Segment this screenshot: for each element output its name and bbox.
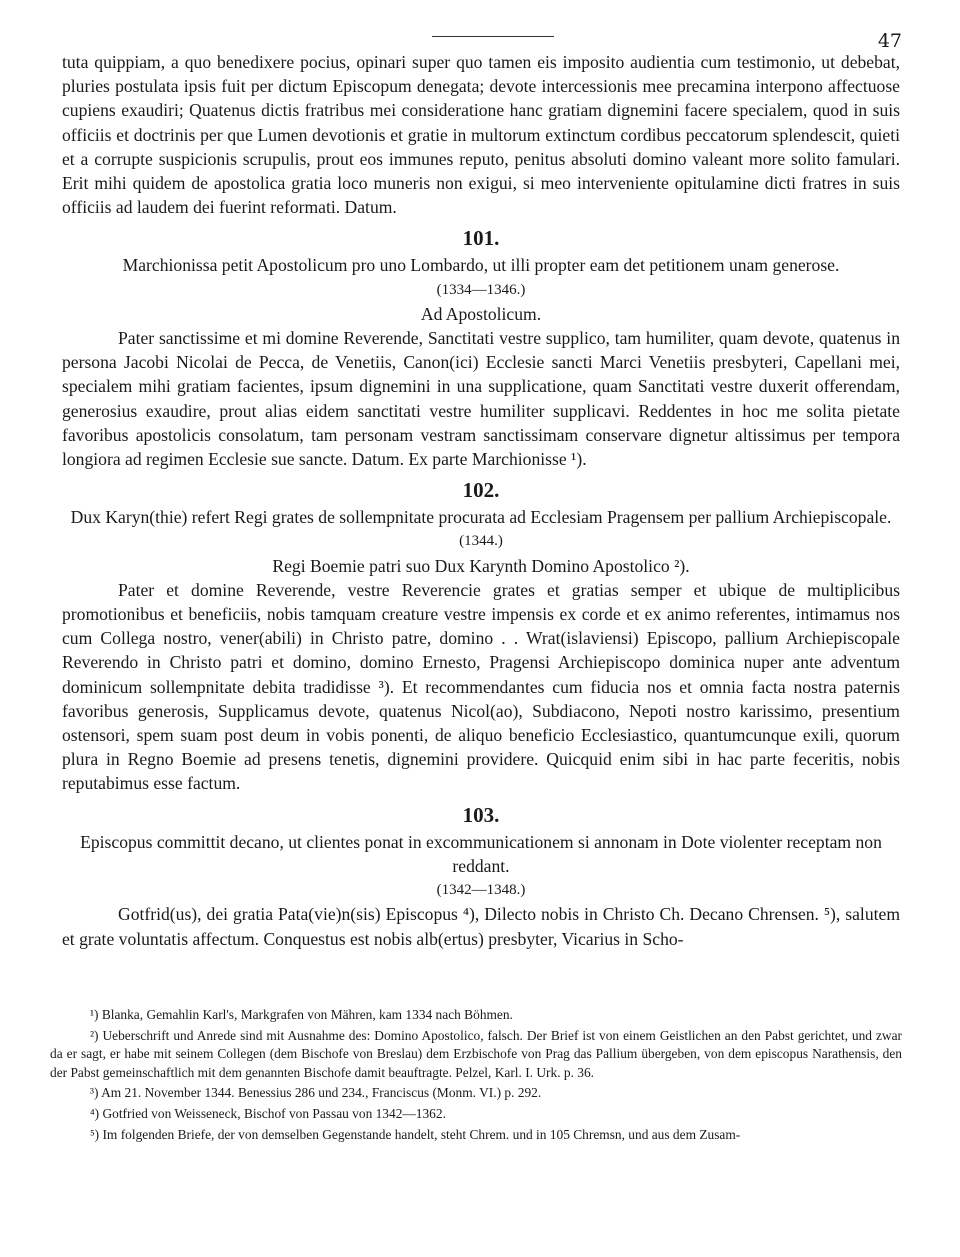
continuation-paragraph: tuta quippiam, a quo benedixere pocius, opinari super quo tamen eis imposito audientia cum testimonio, ut debebat, pluries postulata ipsis fuit per dictum Episcopum denegata; devote intercessionis mee precamina interpono affectuose cupiens exaudiri; Quatenus dictis fratribus mei consideratione hanc gratiam dignemini facere specialem, quod in suis officiis et doctrinis per que Lumen devotionis et gratie in multorum extinctum cordibus peccatorum splendescit, quieti et a corrupte suspicionis scrupulis, prout eos immunes reputo, penitus absoluti domino valeant more solito famulari. Erit mihi quidem de apostolica gratia loco muneris non exigui, si meo interveniente opitulamine dicti fratres in suis officiis ad laudem dei fuerint reformati. Datum. <box>62 52 900 218</box>
document-date: (1334—1346.) <box>436 281 526 298</box>
document-summary: Dux Karyn(thie) refert Regi grates de sollempnitate procurata ad Ecclesiam Pragensem per pallium Archiepiscopale. <box>70 507 892 528</box>
document-number: 102. <box>462 478 500 503</box>
footnote-1: ¹) Blanka, Gemahlin Karl's, Markgrafen von Mähren, kam 1334 nach Böhmen. <box>90 1007 513 1022</box>
document-101 <box>62 223 900 471</box>
document-102 <box>62 475 900 795</box>
document-date: (1344.) <box>459 533 503 550</box>
document-address: Ad Apostolicum. <box>420 303 542 324</box>
document-date: (1342—1348.) <box>436 882 526 899</box>
document-paragraph: Pater et domine Reverende, vestre Reverencie grates et gratias semper et ubique de multiplicibus promotionibus et beneficiis, nobis tamquam creature vestre impensis ex corde et ex animo referentes, intimamus nos cum Collega nostro, vener(abili) in Christo patre, domino . . Wrat(islaviensi) Episcopo, pallium Archiepiscopale Reverendo in Christo patri et domino, domino Ernesto, Pragensi Archiepiscopo dominica nuper ante adventum dominicum sollempnitate debita tradidisse ³). Et recommendantes cum fiducia nos et omnia facta nostra paternis favoribus generosis, Supplicamus devote, quatenus Nicol(ao), Subdiacono, Nepoti nostro karissimo, presentium ostensori, spem suam post deum in vobis ponenti, de aliquo beneficio Ecclesiastico, quantumcunque exili, quorum plura in Regno Boemie ad presens tenetis, dignemini providere. Quicquid enim sibi in hac parte feceritis, nobis reputabimus esse factum. <box>62 579 900 794</box>
document-paragraph: Gotfrid(us), dei gratia Pata(vie)n(sis) Episcopus ⁴), Dilecto nobis in Christo Ch. Decano Chrensen. ⁵), salutem et grate voluntatis affectum. Conquestus est nobis alb(ertus) presbyter, Vicarius in Scho- <box>62 904 900 949</box>
document-summary: Episcopus committit decano, ut clientes ponat in excommunicationem si annonam in Dote violenter receptam non reddant. <box>80 831 882 876</box>
footnote-4: ⁴) Gotfried von Weisseneck, Bischof von Passau von 1342—1362. <box>90 1105 446 1121</box>
document-paragraph: Pater sanctissime et mi domine Reverende, Sanctitati vestre supplico, tam humiliter, quam devote, quatenus in persona Jacobi Nicolai de Pecca, de Venetiis, Canon(ici) Ecclesie sancti Marci Venetiis presbyteri, Capellani mei, specialem mihi gratiam facientes, ipsum dignemini in una supplicatione, quam Sanctitati vestre duxerit offerendam, generosius exaudire, prout alias eidem sanctitati vestre humiliter supplicavi. Reddentes in hoc me solita pietate favoribus apostolicis consolatum, tam personam vestram sanctissimam conservare dignetur altissimus per tempora longiora ad regimen Ecclesie sue sancte. Datum. Ex parte Marchionisse ¹). <box>62 328 900 470</box>
footnote-3: ³) Am 21. November 1344. Benessius 286 und 234., Franciscus (Monm. VI.) p. 292. <box>90 1085 542 1101</box>
footnote-2: ²) Ueberschrift und Anrede sind mit Ausnahme des: Domino Apostolico, falsch. Der Brief ist von einem Geistlichen an den Pabst gerichtet, und zwar da er sagt, er habe mit seinem Collegen (dem Bischofe von Breslau) dem Erzbischofe von Prag das Pallium übergeben, von dem episcopus Narathensis, den der Pabst gemeinschaftlich mit dem genannten Bischofe damit beauftragte. Pelzel, Karl. I. Urk. p. 36. <box>50 1027 902 1080</box>
document-number: 101. <box>462 226 500 251</box>
main-text <box>62 50 900 951</box>
document-103 <box>62 800 900 951</box>
footnote-5: ⁵) Im folgenden Briefe, der von demselben Gegenstande handelt, steht Chrem. und in 105 Chremsn, und aus dem Zusam- <box>90 1126 741 1142</box>
document-number: 103. <box>462 802 500 827</box>
document-summary: Marchionissa petit Apostolicum pro uno Lombardo, ut illi propter eam det petitionem unam generose. <box>122 255 840 276</box>
footnotes <box>50 1006 902 1146</box>
document-address: Regi Boemie patri suo Dux Karynth Domino Apostolico ²). <box>272 555 690 576</box>
page-number: 47 <box>877 30 902 52</box>
header-rule <box>432 36 554 37</box>
